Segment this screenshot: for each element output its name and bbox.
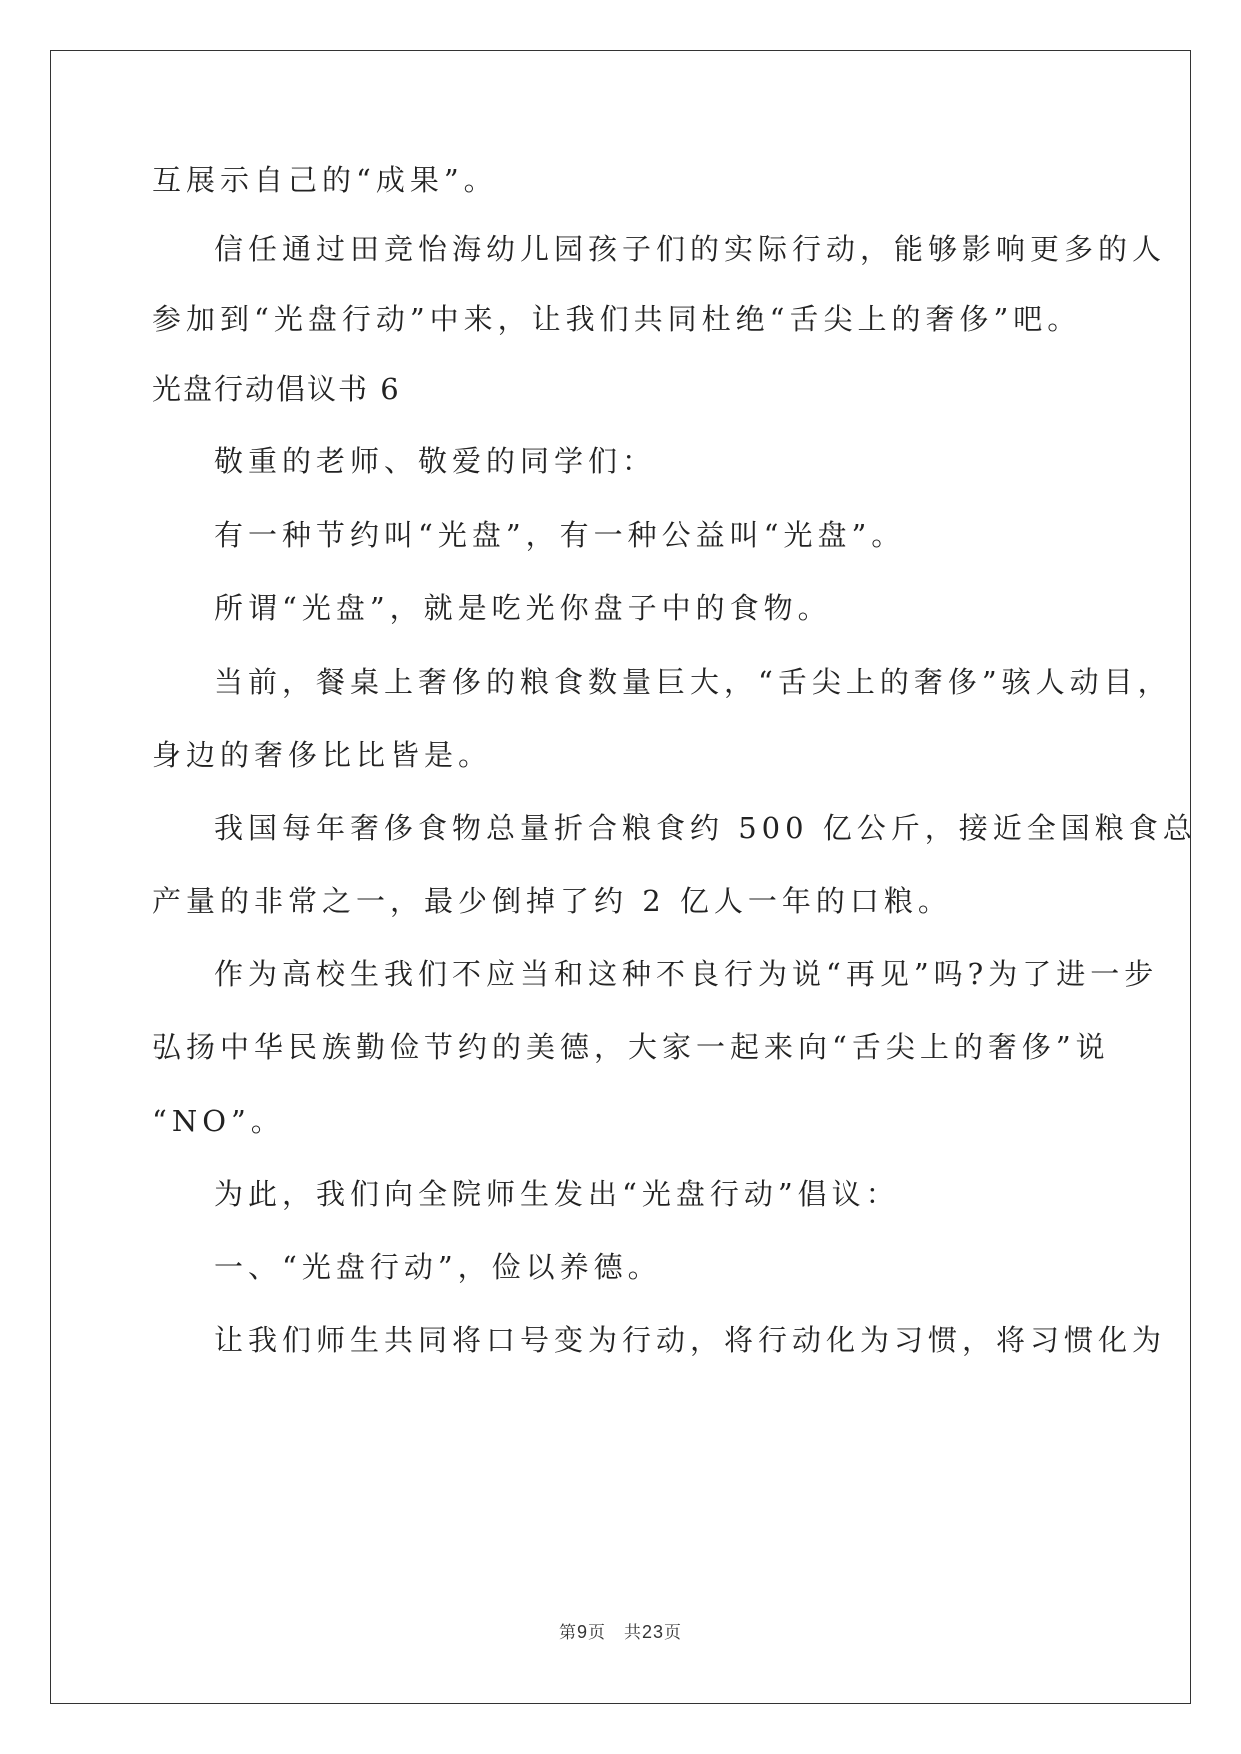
total-prefix: 共 — [623, 1623, 642, 1643]
salutation: 敬重的老师、敬爱的同学们： — [214, 444, 657, 478]
paragraph-line: 互展示自己的“成果”。 — [152, 163, 498, 197]
section-heading: 光盘行动倡议书 6 — [152, 372, 401, 406]
paragraph-line: 我国每年奢侈食物总量折合粮食约 500 亿公斤，接近全国粮食总 — [214, 811, 1197, 845]
list-item-heading: 一、“光盘行动”，俭以养德。 — [214, 1250, 662, 1284]
page-number: 9 — [576, 1622, 588, 1642]
paragraph-line: “NO”。 — [152, 1104, 285, 1138]
paragraph-line: 产量的非常之一，最少倒掉了约 2 亿人一年的口粮。 — [152, 884, 952, 918]
paragraph-line: 所谓“光盘”，就是吃光你盘子中的食物。 — [214, 591, 832, 625]
paragraph-line: 有一种节约叫“光盘”，有一种公益叫“光盘”。 — [214, 518, 906, 552]
paragraph-line: 作为高校生我们不应当和这种不良行为说“再见”吗?为了进一步 — [214, 957, 1159, 991]
paragraph-line: 当前，餐桌上奢侈的粮食数量巨大，“舌尖上的奢侈”骇人动目， — [214, 665, 1172, 699]
paragraph-line: 弘扬中华民族勤俭节约的美德，大家一起来向“舌尖上的奢侈”说 — [152, 1030, 1110, 1064]
paragraph-line: 参加到“光盘行动”中来，让我们共同杜绝“舌尖上的奢侈”吧。 — [152, 302, 1082, 336]
page-prefix: 第 — [558, 1623, 577, 1643]
total-suffix: 页 — [664, 1623, 683, 1643]
total-pages: 23 — [641, 1622, 665, 1642]
paragraph-line: 为此，我们向全院师生发出“光盘行动”倡议： — [214, 1177, 900, 1211]
paragraph-line: 身边的奢侈比比皆是。 — [152, 738, 493, 772]
paragraph-line: 信任通过田竞怡海幼儿园孩子们的实际行动，能够影响更多的人 — [214, 232, 1167, 266]
paragraph-line: 让我们师生共同将口号变为行动，将行动化为习惯，将习惯化为 — [214, 1323, 1167, 1357]
page-suffix: 页 — [587, 1623, 606, 1643]
page-footer — [0, 1618, 1241, 1643]
